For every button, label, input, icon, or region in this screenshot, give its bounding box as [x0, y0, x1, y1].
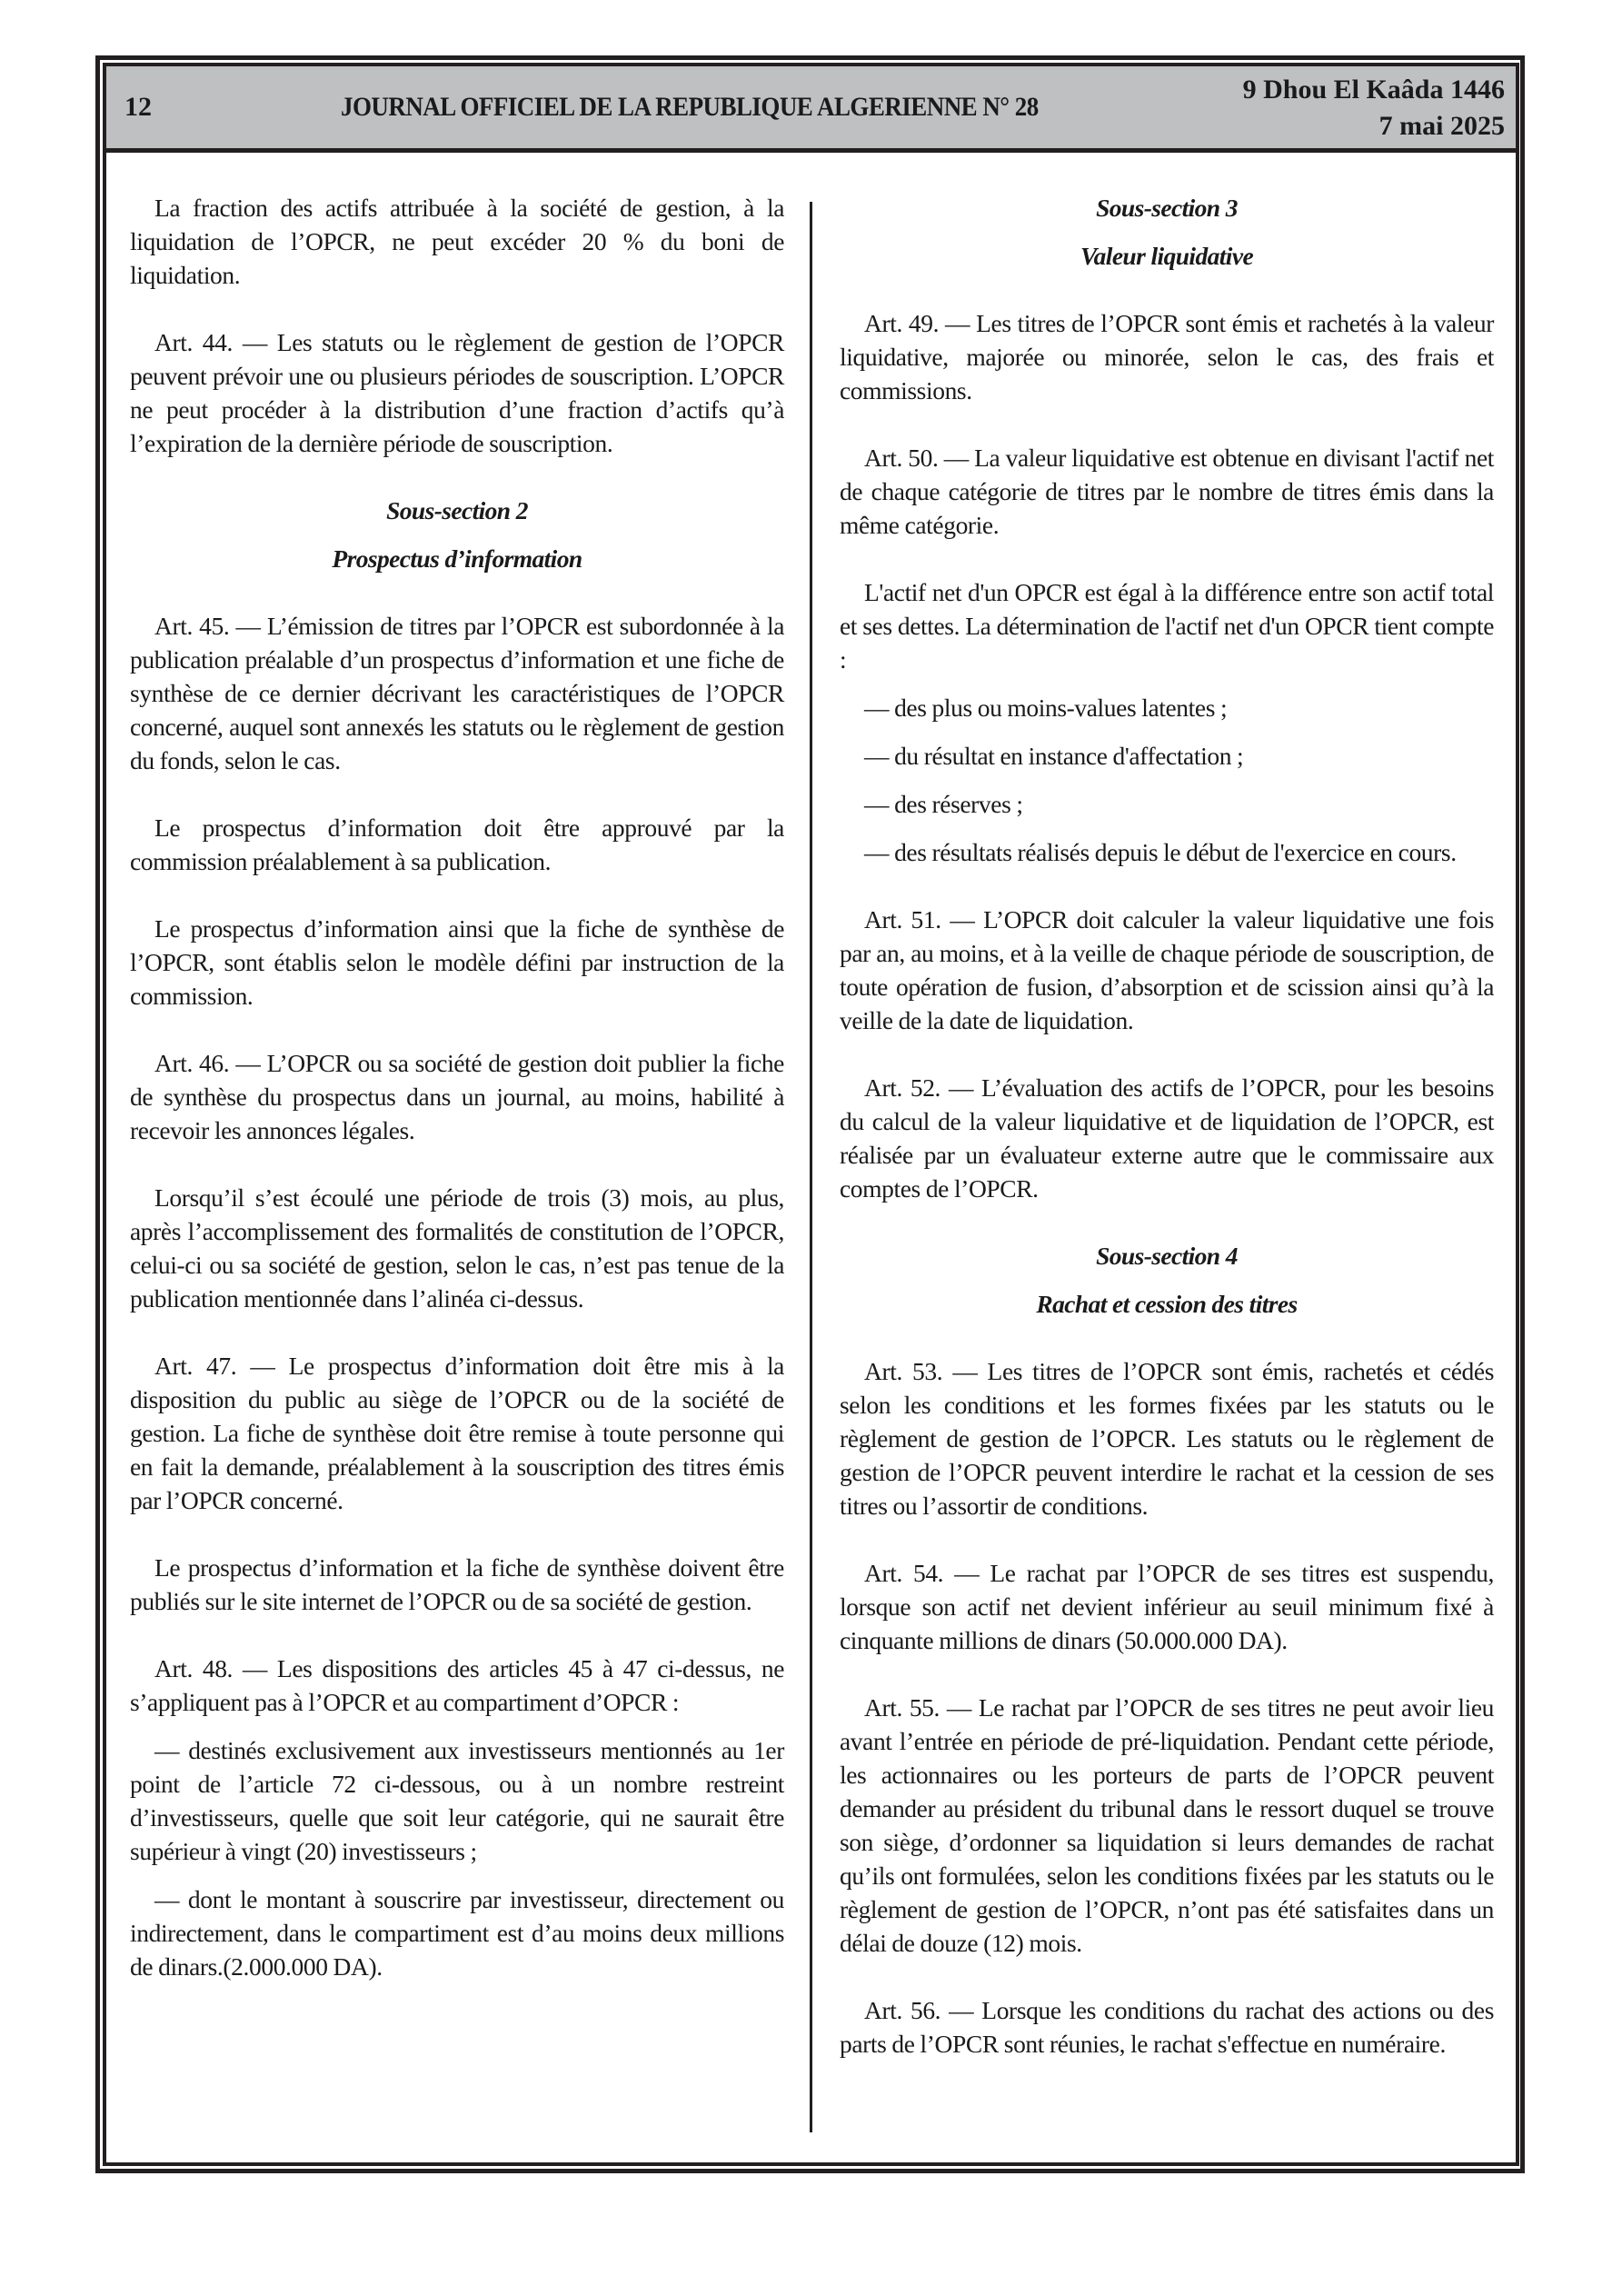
article-50: Art. 50. — La valeur liquidative est obtenue en divisant l'actif net de chaque catégorie de titres par le nombre de titres émis dans la même catégorie. — [840, 444, 1494, 539]
article-46-paragraph-2: Lorsqu’il s’est écoulé une période de trois (3) mois, au plus, après l’accomplissement des formalités de constitution de l’OPCR, celui-ci ou sa société de gestion, selon le cas, n’est pas tenue de la publication mentionnée dans l’alinéa ci-dessus. — [130, 1183, 784, 1313]
subsection-2-number: Sous-section 2 — [386, 496, 528, 524]
subsection-3-title: Valeur liquidative — [1080, 242, 1254, 270]
article-47: Art. 47. — Le prospectus d’information doit être mis à la disposition du public au siège de l’OPCR ou de la société de gestion. La fiche de synthèse doit être remise à toute personne qui en fait la demande, préalablement à la souscription des titres émis par l’OPCR concerné. — [130, 1352, 784, 1514]
article-49: Art. 49. — Les titres de l’OPCR sont émis et rachetés à la valeur liquidative, majorée ou minorée, selon le cas, des frais et commissions. — [840, 309, 1494, 404]
subsection-4-number: Sous-section 4 — [1096, 1242, 1238, 1270]
paragraph-liquidation-fraction: La fraction des actifs attribuée à la société de gestion, à la liquidation de l’OPCR, ne peut excéder 20 % du boni de liquidation. — [130, 194, 784, 289]
article-44: Art. 44. — Les statuts ou le règlement de gestion de l’OPCR peuvent prévoir une ou plusieurs périodes de souscription. L’OPCR ne peut procéder à la distribution d’une fraction d’actifs qu’à l’expiration de la dernière période de souscription. — [130, 328, 784, 457]
article-46: Art. 46. — L’OPCR ou sa société de gestion doit publier la fiche de synthèse du prospectus dans un journal, au moins, habilité à recevoir les annonces légales. — [130, 1049, 784, 1144]
issue-dates — [1243, 72, 1505, 145]
article-48: Art. 48. — Les dispositions des articles 45 à 47 ci-dessus, ne s’appliquent pas à l’OPCR et au compartiment d’OPCR : — [130, 1654, 784, 1716]
journal-title: JOURNAL OFFICIEL DE LA REPUBLIQUE ALGERIENNE N° 28 — [341, 92, 1039, 122]
article-45-paragraph-3: Le prospectus d’information ainsi que la fiche de synthèse de l’OPCR, sont établis selon le modèle défini par instruction de la commission. — [130, 914, 784, 1010]
subsection-4-title: Rachat et cession des titres — [1036, 1290, 1298, 1318]
article-50-item: — des résultats réalisés depuis le début de l'exercice en cours. — [864, 838, 1457, 866]
subsection-2-title: Prospectus d’information — [332, 544, 582, 573]
article-45-paragraph-2: Le prospectus d’information doit être approuvé par la commission préalablement à sa publication. — [130, 814, 784, 875]
article-50-paragraph-2: L'actif net d'un OPCR est égal à la différence entre son actif total et ses dettes. La détermination de l'actif net d'un OPCR tient compte : — [840, 578, 1494, 674]
left-column — [130, 191, 784, 1998]
gregorian-date: 7 mai 2025 — [1378, 111, 1505, 141]
article-52: Art. 52. — L’évaluation des actifs de l’OPCR, pour les besoins du calcul de la valeur liquidative et de liquidation de l’OPCR, est réalisée par un évaluateur externe autre que le commissaire aux comptes de l’OPCR. — [840, 1073, 1494, 1203]
hijri-date: 9 Dhou El Kaâda 1446 — [1242, 75, 1505, 105]
article-45: Art. 45. — L’émission de titres par l’OPCR est subordonnée à la publication préalable d’un prospectus d’information et une fiche de synthèse de ce dernier décrivant les caractéristiques de l’OPCR concerné, auquel sont annexés les statuts ou le règlement de gestion du fonds, selon le cas. — [130, 612, 784, 774]
article-50-item: — du résultat en instance d'affectation ; — [864, 742, 1244, 770]
subsection-3-number: Sous-section 3 — [1096, 194, 1238, 222]
article-55: Art. 55. — Le rachat par l’OPCR de ses titres ne peut avoir lieu avant l’entrée en période de pré-liquidation. Pendant cette période, les actionnaires ou les porteurs de parts de l’OPCR peuvent demander au président du tribunal dans le ressort duquel se trouve son siège, d’ordonner sa liquidation si leurs demandes de rachat qu’ils ont formulées, selon les conditions fixées par les statuts ou le règlement de gestion de l’OPCR, n’ont pas été satisfaites dans un délai de douze (12) mois. — [840, 1693, 1494, 1957]
article-47-paragraph-2: Le prospectus d’information et la fiche de synthèse doivent être publiés sur le site internet de l’OPCR ou de sa société de gestion. — [130, 1553, 784, 1615]
article-53: Art. 53. — Les titres de l’OPCR sont émis, rachetés et cédés selon les conditions et les formes fixées par les statuts ou le règlement de gestion de l’OPCR. Les statuts ou le règlement de gestion de l’OPCR peuvent interdire le rachat et la cession de ses titres ou l’assortir de conditions. — [840, 1357, 1494, 1520]
column-divider — [810, 202, 812, 2132]
article-51: Art. 51. — L’OPCR doit calculer la valeur liquidative une fois par an, au moins, et à la veille de chaque période de souscription, de toute opération de fusion, d’absorption et de scission ainsi qu’à la veille de la date de liquidation. — [840, 905, 1494, 1034]
article-50-item: — des réserves ; — [864, 790, 1023, 818]
journal-header — [106, 66, 1516, 153]
article-54: Art. 54. — Le rachat par l’OPCR de ses titres est suspendu, lorsque son actif net devient inférieur au seuil minimum fixé à cinquante millions de dinars (50.000.000 DA). — [840, 1559, 1494, 1654]
right-column — [840, 191, 1494, 2094]
article-56: Art. 56. — Lorsque les conditions du rachat des actions ou des parts de l’OPCR sont réunies, le rachat s'effectue en numéraire. — [840, 1996, 1494, 2058]
article-48-item: — dont le montant à souscrire par investisseur, directement ou indirectement, dans le compartiment est d’au moins deux millions de dinars.(2.000.000 DA). — [130, 1885, 784, 1981]
article-50-item: — des plus ou moins-values latentes ; — [864, 694, 1228, 722]
article-48-item: — destinés exclusivement aux investisseurs mentionnés au 1er point de l’article 72 ci-dessous, ou à un nombre restreint d’investisseurs, quelle que soit leur catégorie, qui ne saurait être supérieur à vingt (20) investisseurs ; — [130, 1736, 784, 1865]
page-number: 12 — [124, 92, 152, 122]
